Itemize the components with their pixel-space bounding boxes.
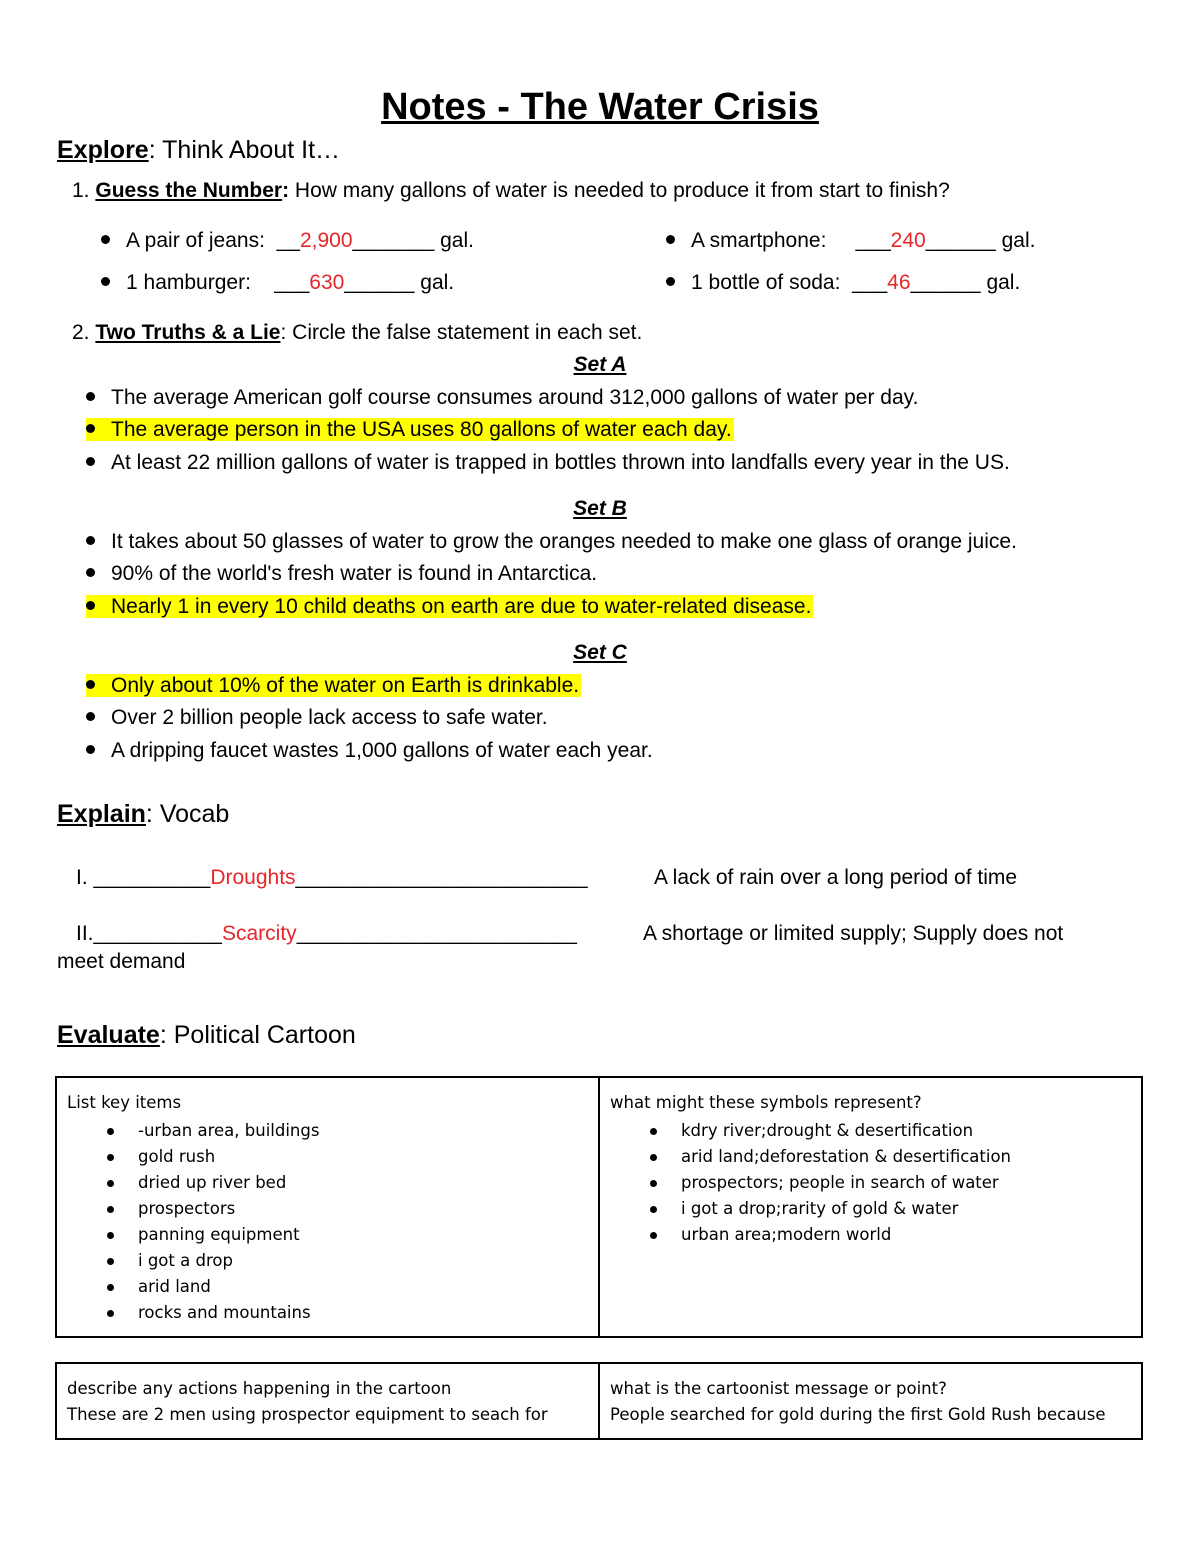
key-items-list xyxy=(67,1118,588,1326)
cartoon-table-2 xyxy=(55,1362,1143,1440)
key-item: rocks and mountains xyxy=(67,1300,588,1326)
question-2-text: Circle the false statement in each set. xyxy=(292,321,643,344)
key-item: arid land xyxy=(67,1274,588,1300)
set-b-statement-3-false: Nearly 1 in every 10 child deaths on earth are due to water-related disease. xyxy=(86,595,813,619)
message-text: People searched for gold during the first Gold Rush because xyxy=(610,1405,1106,1424)
message-cell xyxy=(599,1363,1142,1439)
answer-hamburger: 630 xyxy=(309,271,345,294)
bullet-icon xyxy=(666,235,675,244)
key-item: i got a drop xyxy=(67,1248,588,1274)
question-1-label: Guess the Number xyxy=(95,179,283,202)
guess-item-smartphone: A smartphone: ___240______ gal. xyxy=(666,229,1035,253)
guess-item-hamburger: 1 hamburger: ___630______ gal. xyxy=(101,271,454,295)
actions-text: These are 2 men using prospector equipment to seach for xyxy=(67,1405,548,1424)
set-a-statement-2-false: The average person in the USA uses 80 gallons of water each day. xyxy=(86,418,734,442)
explore-label: Explore xyxy=(57,136,149,164)
explore-heading: Explore: Think About It… xyxy=(57,136,341,164)
evaluate-label: Evaluate xyxy=(57,1021,160,1049)
set-a-heading: Set A xyxy=(573,353,627,376)
bullet-icon xyxy=(86,680,95,689)
set-b-statement-1: It takes about 50 glasses of water to grow the oranges needed to make one glass of orange juice. xyxy=(86,530,1017,554)
bullet-icon xyxy=(86,536,95,545)
bullet-icon xyxy=(86,745,95,754)
message-heading: what is the cartoonist message or point? xyxy=(610,1379,947,1398)
question-1: 1. Guess the Number: How many gallons of water is needed to produce it from start to finish? xyxy=(72,179,950,202)
key-item: prospectors xyxy=(67,1196,588,1222)
symbol-meaning: urban area;modern world xyxy=(610,1222,1131,1248)
question-2-number: 2. xyxy=(72,321,90,344)
explain-heading: Explain: Vocab xyxy=(57,800,230,828)
symbol-meaning: i got a drop;rarity of gold & water xyxy=(610,1196,1131,1222)
bullet-icon xyxy=(86,392,95,401)
guess-item-jeans: A pair of jeans: __2,900_______ gal. xyxy=(101,229,474,253)
bullet-icon xyxy=(86,712,95,721)
key-item: gold rush xyxy=(67,1144,588,1170)
answer-soda: 46 xyxy=(887,271,911,294)
bullet-icon xyxy=(101,277,110,286)
page-title: Notes - The Water Crisis xyxy=(381,86,819,128)
bullet-icon xyxy=(86,601,95,610)
bullet-icon xyxy=(86,424,95,433)
vocab-answer-scarcity: Scarcity xyxy=(222,922,297,945)
symbol-meaning: kdry river;drought & desertification xyxy=(610,1118,1131,1144)
set-b-statement-2: 90% of the world's fresh water is found in Antarctica. xyxy=(86,562,597,586)
vocab-definition-1: A lack of rain over a long period of time xyxy=(654,866,1018,889)
vocab-definition-2: A shortage or limited supply; Supply does not xyxy=(643,922,1064,945)
bullet-icon xyxy=(101,235,110,244)
set-a-statement-3: At least 22 million gallons of water is trapped in bottles thrown into landfalls every year in the US. xyxy=(86,451,1010,475)
answer-smartphone: 240 xyxy=(890,229,926,252)
cartoon-table-1 xyxy=(55,1076,1143,1338)
bullet-icon xyxy=(666,277,675,286)
set-a-statement-1: The average American golf course consumes around 312,000 gallons of water per day. xyxy=(86,386,918,410)
set-c-heading: Set C xyxy=(573,641,627,664)
vocab-term-2: II.___________Scarcity________________________ xyxy=(76,922,577,945)
symbols-heading: what might these symbols represent? xyxy=(610,1093,922,1112)
actions-cell xyxy=(56,1363,599,1439)
key-items-heading: List key items xyxy=(67,1093,182,1112)
question-2: 2. Two Truths & a Lie: Circle the false statement in each set. xyxy=(72,321,643,344)
symbols-list xyxy=(610,1118,1131,1248)
set-c-statement-1-false: Only about 10% of the water on Earth is drinkable. xyxy=(86,674,581,698)
key-item: panning equipment xyxy=(67,1222,588,1248)
actions-heading: describe any actions happening in the cartoon xyxy=(67,1379,452,1398)
set-b-heading: Set B xyxy=(573,497,627,520)
key-item: -urban area, buildings xyxy=(67,1118,588,1144)
vocab-definition-2-cont: meet demand xyxy=(57,950,186,973)
set-c-statement-3: A dripping faucet wastes 1,000 gallons of water each year. xyxy=(86,739,653,763)
vocab-term-1: I. __________Droughts_________________________ xyxy=(76,866,588,889)
question-1-number: 1. xyxy=(72,179,90,202)
answer-jeans: 2,900 xyxy=(299,229,353,252)
explain-label: Explain xyxy=(57,800,146,828)
key-item: dried up river bed xyxy=(67,1170,588,1196)
question-1-text: How many gallons of water is needed to produce it from start to finish? xyxy=(294,179,950,202)
explore-text: Think About It… xyxy=(162,136,341,164)
symbols-cell xyxy=(599,1077,1142,1337)
guess-item-soda: 1 bottle of soda: ___46______ gal. xyxy=(666,271,1020,295)
key-items-cell xyxy=(56,1077,599,1337)
symbol-meaning: prospectors; people in search of water xyxy=(610,1170,1131,1196)
evaluate-heading: Evaluate: Political Cartoon xyxy=(57,1021,356,1049)
evaluate-text: Political Cartoon xyxy=(173,1021,356,1049)
question-2-label: Two Truths & a Lie xyxy=(95,321,281,344)
explain-text: Vocab xyxy=(159,800,230,828)
bullet-icon xyxy=(86,457,95,466)
symbol-meaning: arid land;deforestation & desertification xyxy=(610,1144,1131,1170)
vocab-answer-droughts: Droughts xyxy=(210,866,296,889)
set-c-statement-2: Over 2 billion people lack access to safe water. xyxy=(86,706,548,730)
bullet-icon xyxy=(86,568,95,577)
